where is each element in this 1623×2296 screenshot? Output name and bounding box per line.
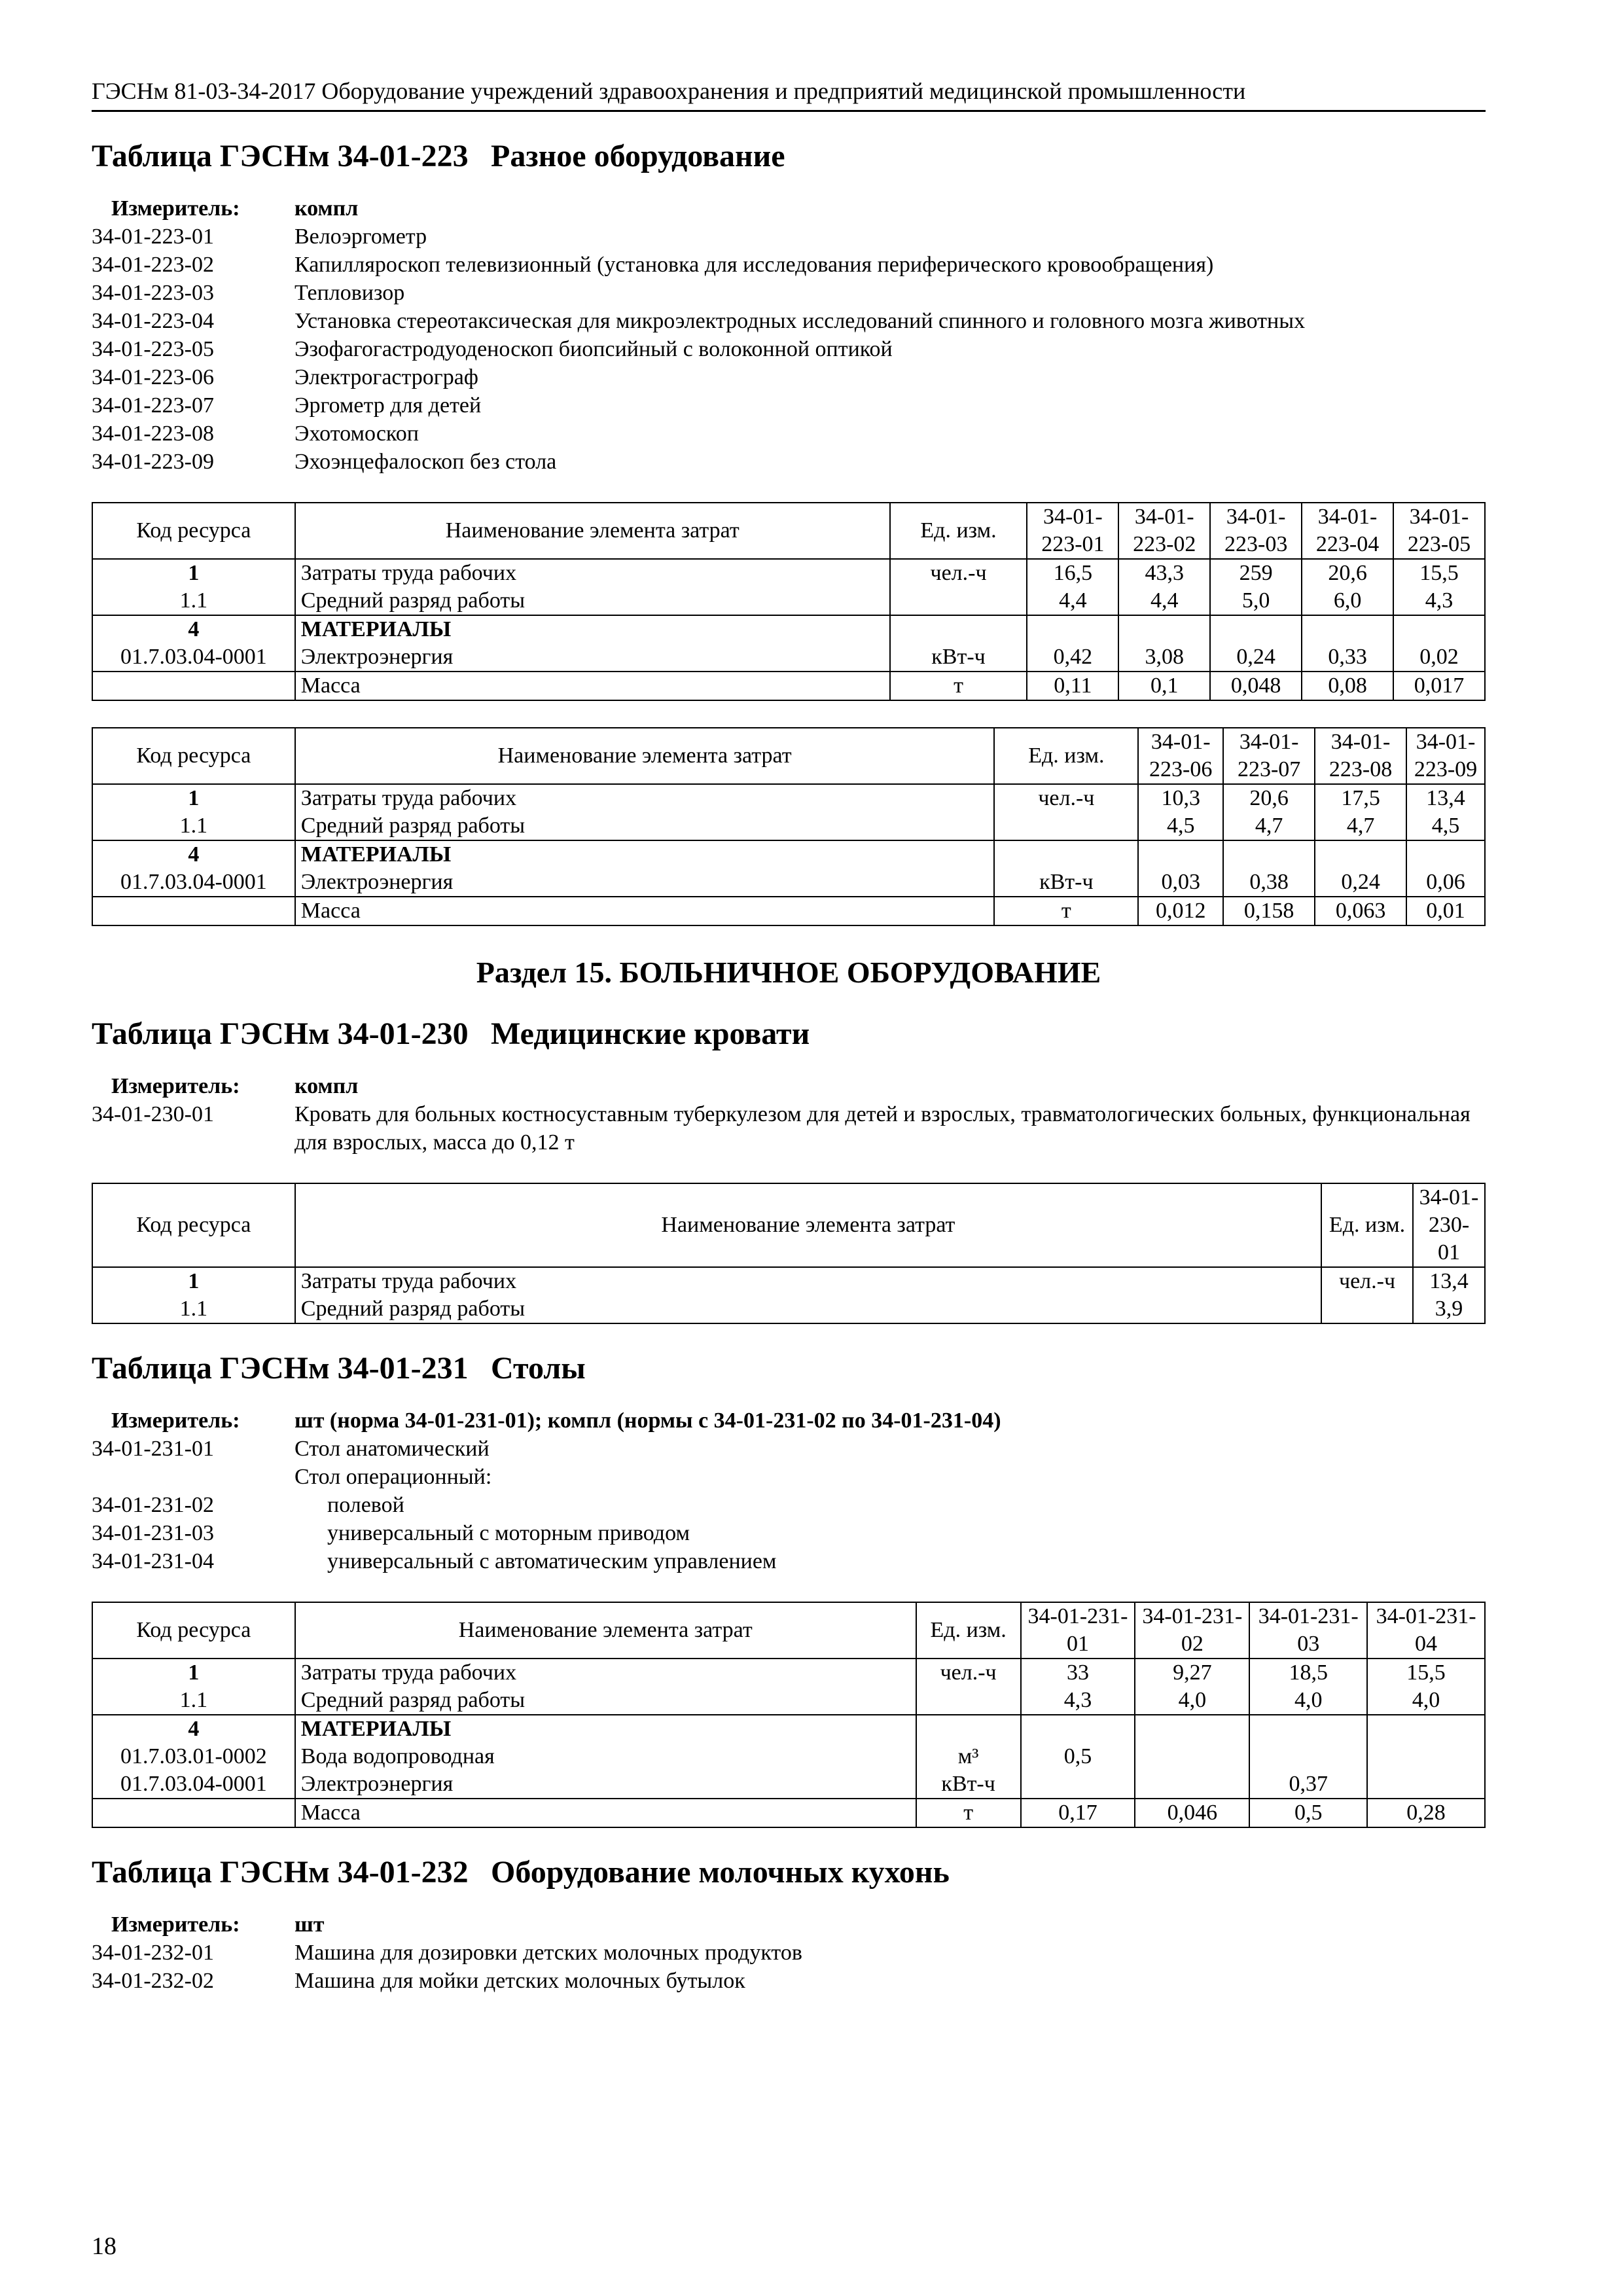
meter-label: Измеритель: — [111, 196, 240, 221]
cell-code — [92, 897, 295, 925]
col-header-name: Наименование элемента затрат — [295, 728, 995, 784]
table-row — [92, 672, 1485, 700]
item-code: 34-01-231-01 — [92, 1437, 214, 1461]
table-number: Таблица ГЭСНм 34-01-231 — [92, 1351, 469, 1386]
cell-value: 0,08 — [1302, 672, 1393, 700]
item-code: 34-01-231-04 — [92, 1549, 214, 1573]
cell-name: Масса — [295, 1799, 916, 1827]
cell-value — [1021, 1715, 1135, 1743]
cell-unit: чел.-ч — [890, 559, 1027, 587]
item-row — [92, 1967, 1486, 1995]
cell-value — [1367, 1743, 1485, 1770]
cell-name: МАТЕРИАЛЫ — [295, 615, 890, 643]
col-header-norm: 34-01-230-01 — [1413, 1183, 1485, 1267]
cell-value: 0,17 — [1021, 1799, 1135, 1827]
cell-value: 0,048 — [1210, 672, 1302, 700]
cell-name: Вода водопроводная — [295, 1743, 916, 1770]
col-header-norm: 34-01-223-01 — [1027, 503, 1118, 559]
item-code: 34-01-223-08 — [92, 422, 214, 446]
cell-value: 4,4 — [1027, 587, 1118, 615]
page-header: ГЭСНм 81-03-34-2017 Оборудование учреждений здравоохранения и предприятий медицинской промышленности — [92, 77, 1486, 112]
item-row — [92, 1435, 1486, 1463]
item-row — [92, 279, 1486, 307]
cell-name: Электроэнергия — [295, 869, 995, 897]
cell-value: 15,5 — [1367, 1659, 1485, 1687]
item-text: Стол анатомический — [294, 1437, 490, 1461]
cell-code: 1.1 — [92, 812, 295, 840]
cell-value: 4,0 — [1135, 1687, 1249, 1715]
item-row — [92, 1491, 1486, 1519]
cell-value: 0,38 — [1223, 869, 1315, 897]
meter-label: Измеритель: — [111, 1912, 240, 1937]
table-223-part-b — [92, 727, 1486, 926]
cell-value: 0,1 — [1118, 672, 1210, 700]
cell-code: 4 — [92, 615, 295, 643]
cell-value: 4,5 — [1406, 812, 1485, 840]
table-row — [92, 840, 1485, 869]
table-number: Таблица ГЭСНм 34-01-223 — [92, 139, 469, 173]
cell-name: Средний разряд работы — [295, 1687, 916, 1715]
header-row — [92, 503, 1485, 559]
cell-code: 01.7.03.04-0001 — [92, 643, 295, 672]
cell-name: Затраты труда рабочих — [295, 559, 890, 587]
cell-value: 4,0 — [1249, 1687, 1367, 1715]
cell-code: 1 — [92, 559, 295, 587]
item-code: 34-01-223-03 — [92, 281, 214, 305]
item-code: 34-01-223-02 — [92, 253, 214, 277]
col-header-norm: 34-01-223-03 — [1210, 503, 1302, 559]
table-row — [92, 812, 1485, 840]
item-row — [92, 1939, 1486, 1967]
cell-value — [1367, 1715, 1485, 1743]
item-code: 34-01-230-01 — [92, 1102, 214, 1126]
cell-code: 4 — [92, 840, 295, 869]
cell-value: 16,5 — [1027, 559, 1118, 587]
cell-value — [1138, 840, 1223, 869]
cell-value: 4,7 — [1315, 812, 1406, 840]
cell-value: 0,06 — [1406, 869, 1485, 897]
cell-value: 0,01 — [1406, 897, 1485, 925]
item-code: 34-01-232-01 — [92, 1941, 214, 1965]
cell-value — [1135, 1715, 1249, 1743]
cell-name: МАТЕРИАЛЫ — [295, 1715, 916, 1743]
item-row — [92, 1519, 1486, 1547]
table-row — [92, 1799, 1485, 1827]
item-code: 34-01-223-04 — [92, 309, 214, 333]
cell-value: 17,5 — [1315, 784, 1406, 812]
item-row — [92, 1100, 1486, 1157]
item-code: 34-01-223-09 — [92, 450, 214, 474]
item-text: Тепловизор — [294, 281, 405, 305]
cell-code: 01.7.03.04-0001 — [92, 869, 295, 897]
header-row — [92, 1602, 1485, 1659]
cell-value: 9,27 — [1135, 1659, 1249, 1687]
cell-name: Масса — [295, 897, 995, 925]
item-text: Эргометр для детей — [294, 393, 482, 418]
cell-unit — [994, 812, 1138, 840]
item-row — [92, 307, 1486, 335]
item-code: 34-01-223-07 — [92, 393, 214, 418]
table-row — [92, 784, 1485, 812]
item-code — [92, 1463, 294, 1491]
table-row — [92, 1687, 1485, 1715]
table-row — [92, 1267, 1485, 1295]
page-number: 18 — [92, 2233, 116, 2260]
cell-value — [1223, 840, 1315, 869]
cell-value: 43,3 — [1118, 559, 1210, 587]
item-row — [92, 420, 1486, 448]
table-row — [92, 1295, 1485, 1323]
item-code: 34-01-231-02 — [92, 1493, 214, 1517]
cell-value — [1118, 615, 1210, 643]
table-230 — [92, 1183, 1486, 1324]
meter-value: компл — [294, 196, 359, 221]
meter-row — [92, 1407, 1486, 1435]
cell-unit: т — [916, 1799, 1021, 1827]
table-223-title — [92, 138, 1486, 175]
table-232-title — [92, 1854, 1486, 1891]
cell-value: 13,4 — [1406, 784, 1485, 812]
cell-value — [1302, 615, 1393, 643]
document-page — [92, 59, 1486, 1995]
cell-unit — [1321, 1295, 1413, 1323]
col-header-norm: 34-01-231-03 — [1249, 1602, 1367, 1659]
cell-value: 20,6 — [1302, 559, 1393, 587]
cell-value: 33 — [1021, 1659, 1135, 1687]
table-number: Таблица ГЭСНм 34-01-232 — [92, 1855, 469, 1890]
item-text: Стол операционный: — [294, 1465, 492, 1489]
cell-value: 0,33 — [1302, 643, 1393, 672]
cell-unit: т — [890, 672, 1027, 700]
cell-value: 0,063 — [1315, 897, 1406, 925]
item-row — [92, 391, 1486, 420]
cell-value — [1135, 1743, 1249, 1770]
item-row — [92, 1463, 1486, 1491]
meter-value: компл — [294, 1074, 359, 1098]
item-text: Велоэргометр — [294, 224, 427, 249]
table-name: Разное оборудование — [491, 139, 785, 173]
col-header-norm: 34-01-223-02 — [1118, 503, 1210, 559]
cell-unit: кВт-ч — [994, 869, 1138, 897]
cell-value: 0,24 — [1210, 643, 1302, 672]
cell-value: 18,5 — [1249, 1659, 1367, 1687]
item-code: 34-01-223-05 — [92, 337, 214, 361]
cell-code: 1 — [92, 784, 295, 812]
col-header-norm: 34-01-223-09 — [1406, 728, 1485, 784]
item-text: Электрогастрограф — [294, 365, 478, 389]
meter-value: шт — [294, 1912, 325, 1937]
item-code: 34-01-232-02 — [92, 1969, 214, 1993]
cell-value: 0,37 — [1249, 1770, 1367, 1799]
col-header-code: Код ресурса — [92, 1602, 295, 1659]
cell-value: 4,4 — [1118, 587, 1210, 615]
table-name: Медицинские кровати — [491, 1016, 810, 1051]
col-header-norm: 34-01-223-05 — [1393, 503, 1485, 559]
cell-name: Затраты труда рабочих — [295, 1659, 916, 1687]
cell-value: 4,5 — [1138, 812, 1223, 840]
table-row — [92, 1743, 1485, 1770]
meter-row — [92, 1072, 1486, 1100]
table-row — [92, 587, 1485, 615]
cell-code: 1 — [92, 1659, 295, 1687]
cell-value — [1210, 615, 1302, 643]
table-row — [92, 1715, 1485, 1743]
cell-value — [1249, 1715, 1367, 1743]
item-text: универсальный с моторным приводом — [327, 1521, 690, 1545]
cell-value: 4,3 — [1393, 587, 1485, 615]
col-header-norm: 34-01-231-04 — [1367, 1602, 1485, 1659]
cell-name: Средний разряд работы — [295, 587, 890, 615]
cell-value: 4,3 — [1021, 1687, 1135, 1715]
item-row — [92, 1547, 1486, 1575]
cell-value: 259 — [1210, 559, 1302, 587]
table-230-meter — [92, 1072, 1486, 1157]
cell-value — [1135, 1770, 1249, 1799]
cell-code: 4 — [92, 1715, 295, 1743]
cell-name: Средний разряд работы — [295, 812, 995, 840]
cell-name: Средний разряд работы — [295, 1295, 1321, 1323]
cell-unit: чел.-ч — [916, 1659, 1021, 1687]
table-230-title — [92, 1016, 1486, 1052]
cell-unit: кВт-ч — [916, 1770, 1021, 1799]
col-header-name: Наименование элемента затрат — [295, 1602, 916, 1659]
item-text: Машина для мойки детских молочных бутылок — [294, 1969, 745, 1993]
cell-value: 4,7 — [1223, 812, 1315, 840]
cell-value: 0,046 — [1135, 1799, 1249, 1827]
col-header-unit: Ед. изм. — [890, 503, 1027, 559]
cell-code: 1.1 — [92, 1687, 295, 1715]
cell-name: Масса — [295, 672, 890, 700]
cell-value: 0,24 — [1315, 869, 1406, 897]
cell-code: 1.1 — [92, 1295, 295, 1323]
cell-unit — [916, 1715, 1021, 1743]
col-header-norm: 34-01-223-04 — [1302, 503, 1393, 559]
table-231-meter — [92, 1407, 1486, 1575]
cell-value — [1406, 840, 1485, 869]
cell-code: 01.7.03.04-0001 — [92, 1770, 295, 1799]
header-row — [92, 1183, 1485, 1267]
cell-value: 6,0 — [1302, 587, 1393, 615]
col-header-unit: Ед. изм. — [994, 728, 1138, 784]
cell-unit: чел.-ч — [1321, 1267, 1413, 1295]
col-header-unit: Ед. изм. — [1321, 1183, 1413, 1267]
cell-name: Затраты труда рабочих — [295, 784, 995, 812]
meter-label: Измеритель: — [111, 1074, 240, 1098]
cell-unit — [916, 1687, 1021, 1715]
table-223-part-a — [92, 502, 1486, 701]
item-row — [92, 448, 1486, 476]
cell-value — [1315, 840, 1406, 869]
cell-unit: т — [994, 897, 1138, 925]
table-name: Оборудование молочных кухонь — [491, 1855, 950, 1890]
col-header-norm: 34-01-223-07 — [1223, 728, 1315, 784]
item-text: универсальный с автоматическим управлением — [327, 1549, 777, 1573]
item-row — [92, 223, 1486, 251]
cell-code: 01.7.03.01-0002 — [92, 1743, 295, 1770]
item-text: полевой — [327, 1493, 404, 1517]
table-231 — [92, 1602, 1486, 1828]
table-row — [92, 897, 1485, 925]
table-row — [92, 1770, 1485, 1799]
cell-value: 0,5 — [1021, 1743, 1135, 1770]
cell-value: 0,02 — [1393, 643, 1485, 672]
cell-name: Электроэнергия — [295, 643, 890, 672]
table-row — [92, 1659, 1485, 1687]
table-row — [92, 559, 1485, 587]
cell-value: 13,4 — [1413, 1267, 1485, 1295]
item-text: Кровать для больных костносуставным туберкулезом для детей и взрослых, травматологических больных, функциональная для взрослых, масса до 0,12 т — [294, 1102, 1471, 1155]
col-header-name: Наименование элемента затрат — [295, 503, 890, 559]
item-text: Эхотомоскоп — [294, 422, 419, 446]
table-row — [92, 615, 1485, 643]
cell-value — [1249, 1743, 1367, 1770]
item-text: Установка стереотаксическая для микроэлектродных исследований спинного и головного мозга животных — [294, 309, 1306, 333]
cell-value: 0,158 — [1223, 897, 1315, 925]
col-header-norm: 34-01-223-06 — [1138, 728, 1223, 784]
cell-value: 0,11 — [1027, 672, 1118, 700]
cell-unit — [890, 615, 1027, 643]
cell-name: МАТЕРИАЛЫ — [295, 840, 995, 869]
cell-value: 3,9 — [1413, 1295, 1485, 1323]
item-code: 34-01-223-06 — [92, 365, 214, 389]
cell-value: 20,6 — [1223, 784, 1315, 812]
col-header-name: Наименование элемента затрат — [295, 1183, 1321, 1267]
meter-label: Измеритель: — [111, 1408, 240, 1433]
cell-unit — [890, 587, 1027, 615]
cell-value: 0,017 — [1393, 672, 1485, 700]
meter-row — [92, 194, 1486, 223]
table-row — [92, 869, 1485, 897]
col-header-norm: 34-01-223-08 — [1315, 728, 1406, 784]
cell-code — [92, 1799, 295, 1827]
cell-unit: м³ — [916, 1743, 1021, 1770]
col-header-unit: Ед. изм. — [916, 1602, 1021, 1659]
cell-value: 15,5 — [1393, 559, 1485, 587]
cell-unit: чел.-ч — [994, 784, 1138, 812]
cell-value: 4,0 — [1367, 1687, 1485, 1715]
item-text: Эхоэнцефалоскоп без стола — [294, 450, 557, 474]
col-header-code: Код ресурса — [92, 1183, 295, 1267]
meter-row — [92, 1910, 1486, 1939]
cell-value — [1027, 615, 1118, 643]
header-row — [92, 728, 1485, 784]
cell-value — [1393, 615, 1485, 643]
table-row — [92, 643, 1485, 672]
col-header-code: Код ресурса — [92, 503, 295, 559]
table-231-title — [92, 1350, 1486, 1387]
col-header-code: Код ресурса — [92, 728, 295, 784]
cell-value: 0,28 — [1367, 1799, 1485, 1827]
item-text: Капилляроскоп телевизионный (установка для исследования периферического кровообращения) — [294, 253, 1214, 277]
item-row — [92, 363, 1486, 391]
cell-code: 1.1 — [92, 587, 295, 615]
cell-code: 1 — [92, 1267, 295, 1295]
item-code: 34-01-231-03 — [92, 1521, 214, 1545]
cell-value — [1367, 1770, 1485, 1799]
cell-code — [92, 672, 295, 700]
cell-value: 5,0 — [1210, 587, 1302, 615]
cell-value: 3,08 — [1118, 643, 1210, 672]
item-row — [92, 251, 1486, 279]
item-text: Эзофагогастродуоденоскоп биопсийный с волоконной оптикой — [294, 337, 893, 361]
cell-name: Электроэнергия — [295, 1770, 916, 1799]
table-number: Таблица ГЭСНм 34-01-230 — [92, 1016, 469, 1051]
item-row — [92, 335, 1486, 363]
cell-value: 10,3 — [1138, 784, 1223, 812]
table-232-meter — [92, 1910, 1486, 1995]
cell-value: 0,42 — [1027, 643, 1118, 672]
cell-value: 0,5 — [1249, 1799, 1367, 1827]
cell-unit — [994, 840, 1138, 869]
cell-value — [1021, 1770, 1135, 1799]
cell-value: 0,03 — [1138, 869, 1223, 897]
meter-value: шт (норма 34-01-231-01); компл (нормы с 34-01-231-02 по 34-01-231-04) — [294, 1408, 1001, 1433]
item-text: Машина для дозировки детских молочных продуктов — [294, 1941, 802, 1965]
item-code: 34-01-223-01 — [92, 224, 214, 249]
cell-unit: кВт-ч — [890, 643, 1027, 672]
col-header-norm: 34-01-231-02 — [1135, 1602, 1249, 1659]
cell-name: Затраты труда рабочих — [295, 1267, 1321, 1295]
col-header-norm: 34-01-231-01 — [1021, 1602, 1135, 1659]
table-223-meter — [92, 194, 1486, 476]
section-title: Раздел 15. БОЛЬНИЧНОЕ ОБОРУДОВАНИЕ — [476, 956, 1101, 989]
table-name: Столы — [491, 1351, 586, 1386]
cell-value: 0,012 — [1138, 897, 1223, 925]
